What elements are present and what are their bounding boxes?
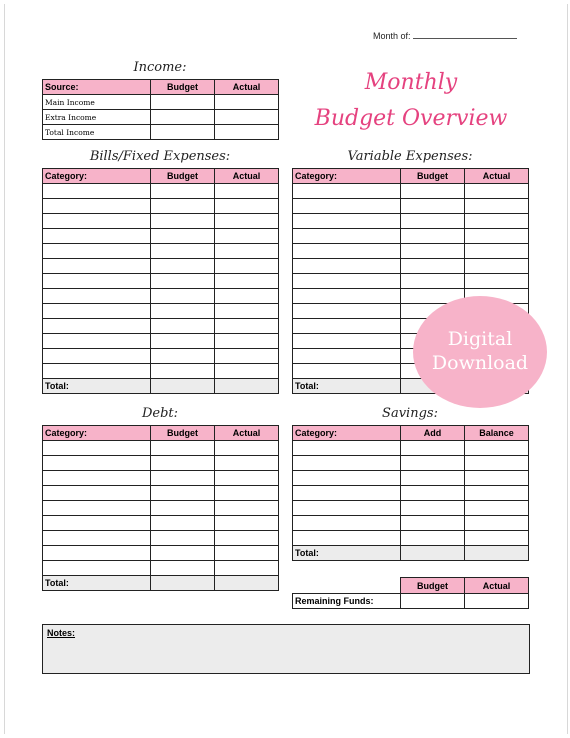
table-row <box>43 199 279 214</box>
bills-value-cell[interactable] <box>151 349 215 364</box>
variable-value-cell[interactable] <box>465 274 529 289</box>
savings-category-cell[interactable] <box>293 531 401 546</box>
debt-heading: Debt: <box>141 406 179 421</box>
savings-col-category: Category: <box>293 426 401 441</box>
savings-value-cell[interactable] <box>465 456 529 471</box>
month-line[interactable] <box>413 30 517 39</box>
title-line-1: Monthly <box>364 70 458 95</box>
bills-category-cell[interactable] <box>43 364 151 379</box>
notes-label: Notes: <box>47 628 76 638</box>
savings-value-cell[interactable] <box>401 501 465 516</box>
debt-col-3: Actual <box>215 426 279 441</box>
savings-value-cell[interactable] <box>401 456 465 471</box>
bills-value-cell[interactable] <box>215 199 279 214</box>
income-row-label: Main Income <box>43 95 151 110</box>
variable-value-cell[interactable] <box>465 244 529 259</box>
savings-value-cell[interactable] <box>401 441 465 456</box>
savings-col-2: Add <box>401 426 465 441</box>
income-cell[interactable] <box>215 95 279 110</box>
bills-value-cell[interactable] <box>151 304 215 319</box>
bills-category-cell[interactable] <box>43 199 151 214</box>
variable-value-cell[interactable] <box>401 274 465 289</box>
debt-category-cell[interactable] <box>43 531 151 546</box>
debt-value-cell[interactable] <box>215 501 279 516</box>
debt-total-label: Total: <box>43 576 151 591</box>
debt-value-cell[interactable] <box>215 441 279 456</box>
debt-value-cell[interactable] <box>215 456 279 471</box>
savings-category-cell[interactable] <box>293 516 401 531</box>
table-row <box>43 319 279 334</box>
variable-total-label: Total: <box>293 379 401 394</box>
table-row <box>43 184 279 199</box>
savings-value-cell[interactable] <box>401 486 465 501</box>
variable-value-cell[interactable] <box>401 184 465 199</box>
table-row <box>43 274 279 289</box>
variable-category-cell[interactable] <box>293 364 401 379</box>
income-cell[interactable] <box>215 125 279 140</box>
savings-total-cell[interactable] <box>465 546 529 561</box>
income-cell[interactable] <box>151 110 215 125</box>
table-row <box>43 349 279 364</box>
savings-value-cell[interactable] <box>465 501 529 516</box>
digital-download-badge <box>413 296 547 408</box>
variable-category-cell[interactable] <box>293 259 401 274</box>
table-row <box>293 274 529 289</box>
variable-category-cell[interactable] <box>293 304 401 319</box>
table-row <box>43 546 279 561</box>
savings-table <box>292 425 529 561</box>
bills-value-cell[interactable] <box>151 184 215 199</box>
bills-total-cell[interactable] <box>215 379 279 394</box>
bills-value-cell[interactable] <box>151 334 215 349</box>
savings-col-3: Balance <box>465 426 529 441</box>
debt-col-2: Budget <box>151 426 215 441</box>
income-col-actual: Actual <box>215 80 279 95</box>
table-row <box>43 486 279 501</box>
bills-value-cell[interactable] <box>215 364 279 379</box>
debt-value-cell[interactable] <box>215 561 279 576</box>
bills-category-cell[interactable] <box>43 304 151 319</box>
bills-value-cell[interactable] <box>215 334 279 349</box>
income-row-label: Extra Income <box>43 110 151 125</box>
table-row <box>293 229 529 244</box>
table-row <box>43 259 279 274</box>
bills-category-cell[interactable] <box>43 319 151 334</box>
variable-category-cell[interactable] <box>293 214 401 229</box>
bills-category-cell[interactable] <box>43 289 151 304</box>
table-row <box>293 456 529 471</box>
variable-value-cell[interactable] <box>401 229 465 244</box>
variable-category-cell[interactable] <box>293 319 401 334</box>
table-row <box>43 456 279 471</box>
bills-value-cell[interactable] <box>215 304 279 319</box>
savings-value-cell[interactable] <box>401 531 465 546</box>
bills-value-cell[interactable] <box>151 364 215 379</box>
table-row <box>293 516 529 531</box>
bills-category-cell[interactable] <box>43 349 151 364</box>
bills-value-cell[interactable] <box>151 244 215 259</box>
debt-value-cell[interactable] <box>151 501 215 516</box>
savings-value-cell[interactable] <box>465 516 529 531</box>
table-row <box>43 214 279 229</box>
bills-category-cell[interactable] <box>43 274 151 289</box>
debt-value-cell[interactable] <box>215 531 279 546</box>
table-row <box>293 501 529 516</box>
income-col-source: Source: <box>43 80 151 95</box>
title-line-2: Budget Overview <box>314 106 508 131</box>
variable-col-3: Actual <box>465 169 529 184</box>
variable-value-cell[interactable] <box>401 199 465 214</box>
badge-line-1: Digital <box>447 328 513 351</box>
bills-col-2: Budget <box>151 169 215 184</box>
income-cell[interactable] <box>151 125 215 140</box>
savings-total-row <box>293 546 529 561</box>
table-row <box>293 199 529 214</box>
bills-value-cell[interactable] <box>215 244 279 259</box>
bills-value-cell[interactable] <box>151 229 215 244</box>
debt-category-cell[interactable] <box>43 486 151 501</box>
savings-total-cell[interactable] <box>401 546 465 561</box>
variable-category-cell[interactable] <box>293 274 401 289</box>
savings-heading: Savings: <box>382 406 438 421</box>
variable-value-cell[interactable] <box>465 199 529 214</box>
debt-total-cell[interactable] <box>151 576 215 591</box>
savings-value-cell[interactable] <box>401 471 465 486</box>
bills-value-cell[interactable] <box>151 319 215 334</box>
variable-value-cell[interactable] <box>401 214 465 229</box>
bills-heading: Bills/Fixed Expenses: <box>89 149 231 164</box>
variable-heading: Variable Expenses: <box>347 149 473 164</box>
debt-category-cell[interactable] <box>43 561 151 576</box>
table-row <box>43 289 279 304</box>
bills-value-cell[interactable] <box>215 214 279 229</box>
variable-category-cell[interactable] <box>293 184 401 199</box>
table-row <box>293 214 529 229</box>
income-cell[interactable] <box>215 110 279 125</box>
bills-value-cell[interactable] <box>215 274 279 289</box>
remaining-funds-table <box>292 577 529 609</box>
savings-category-cell[interactable] <box>293 471 401 486</box>
savings-category-cell[interactable] <box>293 456 401 471</box>
bills-value-cell[interactable] <box>215 319 279 334</box>
table-row <box>293 441 529 456</box>
table-row <box>293 486 529 501</box>
debt-value-cell[interactable] <box>151 516 215 531</box>
bills-value-cell[interactable] <box>215 229 279 244</box>
savings-value-cell[interactable] <box>465 471 529 486</box>
remaining-funds-label: Remaining Funds: <box>293 594 401 609</box>
debt-total-cell[interactable] <box>215 576 279 591</box>
variable-value-cell[interactable] <box>401 259 465 274</box>
table-row <box>43 441 279 456</box>
income-cell[interactable] <box>151 95 215 110</box>
savings-category-cell[interactable] <box>293 486 401 501</box>
debt-value-cell[interactable] <box>151 456 215 471</box>
notes-box[interactable] <box>42 624 530 674</box>
badge-line-2: Download <box>431 352 529 374</box>
bills-value-cell[interactable] <box>215 259 279 274</box>
variable-value-cell[interactable] <box>465 259 529 274</box>
debt-category-cell[interactable] <box>43 516 151 531</box>
debt-category-cell[interactable] <box>43 441 151 456</box>
bills-category-cell[interactable] <box>43 184 151 199</box>
savings-total-label: Total: <box>293 546 401 561</box>
debt-table <box>42 425 279 591</box>
table-row <box>43 244 279 259</box>
debt-value-cell[interactable] <box>151 471 215 486</box>
income-table <box>42 79 279 140</box>
variable-category-cell[interactable] <box>293 244 401 259</box>
income-col-budget: Budget <box>151 80 215 95</box>
bills-value-cell[interactable] <box>151 259 215 274</box>
table-row <box>43 229 279 244</box>
month-field[interactable] <box>373 30 517 41</box>
remaining-actual-cell[interactable] <box>465 594 529 609</box>
bills-category-cell[interactable] <box>43 334 151 349</box>
table-row <box>43 471 279 486</box>
variable-category-cell[interactable] <box>293 289 401 304</box>
month-label: Month of: <box>373 31 411 41</box>
debt-value-cell[interactable] <box>151 561 215 576</box>
table-row <box>43 561 279 576</box>
bills-value-cell[interactable] <box>215 349 279 364</box>
bills-value-cell[interactable] <box>151 289 215 304</box>
bills-category-cell[interactable] <box>43 214 151 229</box>
debt-value-cell[interactable] <box>151 531 215 546</box>
debt-value-cell[interactable] <box>215 471 279 486</box>
bills-category-cell[interactable] <box>43 259 151 274</box>
debt-col-category: Category: <box>43 426 151 441</box>
variable-category-cell[interactable] <box>293 349 401 364</box>
bills-col-category: Category: <box>43 169 151 184</box>
savings-value-cell[interactable] <box>465 441 529 456</box>
bills-value-cell[interactable] <box>215 289 279 304</box>
debt-category-cell[interactable] <box>43 546 151 561</box>
debt-category-cell[interactable] <box>43 456 151 471</box>
bills-value-cell[interactable] <box>151 199 215 214</box>
variable-value-cell[interactable] <box>465 214 529 229</box>
savings-value-cell[interactable] <box>465 486 529 501</box>
remaining-spacer <box>293 578 401 594</box>
variable-category-cell[interactable] <box>293 229 401 244</box>
debt-category-cell[interactable] <box>43 471 151 486</box>
remaining-col-budget: Budget <box>401 578 465 594</box>
table-row <box>43 531 279 546</box>
bills-total-label: Total: <box>43 379 151 394</box>
savings-value-cell[interactable] <box>465 531 529 546</box>
bills-total-cell[interactable] <box>151 379 215 394</box>
income-heading: Income: <box>133 60 187 75</box>
remaining-budget-cell[interactable] <box>401 594 465 609</box>
variable-value-cell[interactable] <box>401 244 465 259</box>
debt-category-cell[interactable] <box>43 501 151 516</box>
bills-category-cell[interactable] <box>43 229 151 244</box>
debt-value-cell[interactable] <box>151 486 215 501</box>
table-row <box>43 364 279 379</box>
table-row <box>293 244 529 259</box>
bills-col-3: Actual <box>215 169 279 184</box>
table-row <box>293 184 529 199</box>
remaining-col-actual: Actual <box>465 578 529 594</box>
bills-value-cell[interactable] <box>151 274 215 289</box>
savings-value-cell[interactable] <box>401 516 465 531</box>
table-row <box>43 516 279 531</box>
table-row <box>293 471 529 486</box>
savings-category-cell[interactable] <box>293 501 401 516</box>
bills-total-row <box>43 379 279 394</box>
bills-table <box>42 168 279 394</box>
table-row <box>293 259 529 274</box>
bills-value-cell[interactable] <box>151 214 215 229</box>
table-row <box>43 304 279 319</box>
table-row <box>43 334 279 349</box>
debt-total-row <box>43 576 279 591</box>
debt-value-cell[interactable] <box>215 486 279 501</box>
debt-value-cell[interactable] <box>215 516 279 531</box>
table-row <box>293 531 529 546</box>
variable-col-2: Budget <box>401 169 465 184</box>
variable-value-cell[interactable] <box>465 229 529 244</box>
variable-value-cell[interactable] <box>465 184 529 199</box>
debt-value-cell[interactable] <box>215 546 279 561</box>
savings-category-cell[interactable] <box>293 441 401 456</box>
bills-category-cell[interactable] <box>43 244 151 259</box>
income-row-label: Total Income <box>43 125 151 140</box>
variable-col-category: Category: <box>293 169 401 184</box>
debt-value-cell[interactable] <box>151 441 215 456</box>
table-row <box>43 501 279 516</box>
variable-category-cell[interactable] <box>293 199 401 214</box>
bills-value-cell[interactable] <box>215 184 279 199</box>
debt-value-cell[interactable] <box>151 546 215 561</box>
variable-category-cell[interactable] <box>293 334 401 349</box>
